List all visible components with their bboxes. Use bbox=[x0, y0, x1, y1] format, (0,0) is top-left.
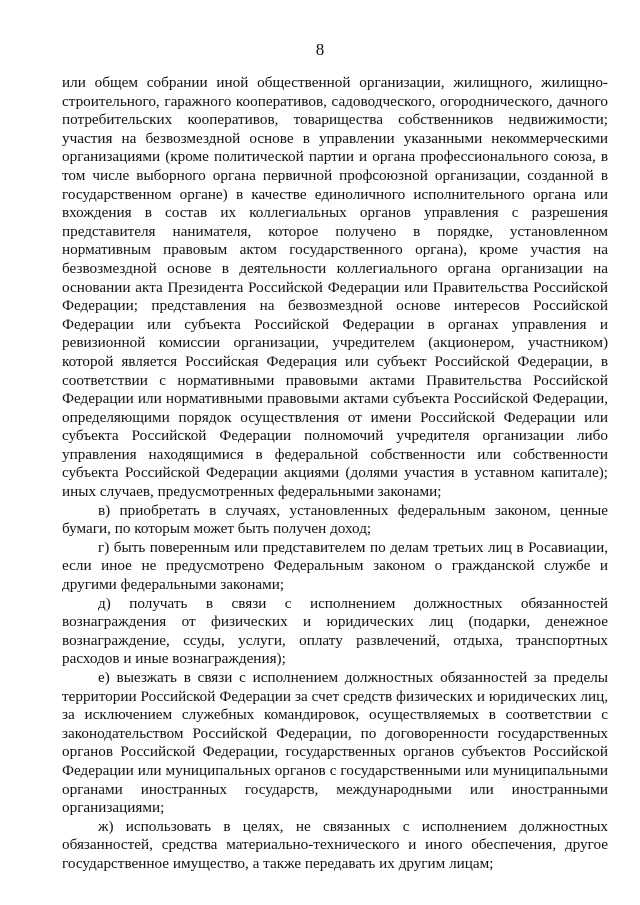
paragraph-item-g: г) быть поверенным или представителем по делам третьих лиц в Росавиации, если иное не предусмотрено Федеральным законом о гражданской службе и другими федеральными законами; bbox=[62, 538, 608, 594]
paragraph-item-e: е) выезжать в связи с исполнением должностных обязанностей за пределы территории Российской Федерации за счет средств физических и юридических лиц, за исключением служебных командировок, осуществляемых в соответствии с законодательством Российской Федерации, по договоренности государственных органов Российской Федерации, государственных органов субъектов Российской Федерации или муниципальных органов с государственными или муниципальными органами иностранных государств, международными или иностранными организациями; bbox=[62, 669, 608, 817]
paragraph-item-v: в) приобретать в случаях, установленных федеральным законом, ценные бумаги, по которым может быть получен доход; bbox=[62, 501, 608, 538]
paragraph-item-zh: ж) использовать в целях, не связанных с исполнением должностных обязанностей, средства материально-технического и иного обеспечения, другое государственное имущество, а также передавать их другим лицам; bbox=[62, 817, 608, 872]
paragraph-item-d: д) получать в связи с исполнением должностных обязанностей вознаграждения от физических и юридических лиц (подарки, денежное вознаграждение, ссуды, услуги, оплату развлечений, отдыха, транспортных расходов и иные вознаграждения); bbox=[62, 594, 608, 668]
document-body bbox=[62, 74, 608, 874]
paragraph-continuation: или общем собрании иной общественной организации, жилищного, жилищно-строительного, гаражного кооперативов, садоводческого, огороднического, дачного потребительских кооперативов, товарищества собственников недвижимости; участия на безвозмездной основе в управлении указанными некоммерческими организациями (кроме политической партии и органа профессионального союза, в том числе выборного органа первичной профсоюзной организации, созданной в государственном органе) в качестве единоличного исполнительного органа или вхождения в состав их коллегиальных органов управления с разрешения представителя нанимателя, которое получено в порядке, установленном нормативным правовым актом государственного органа), кроме участия на безвозмездной основе в деятельности коллегиального органа организации на основании акта Президента Российской Федерации или Правительства Российской Федерации; представления на безвозмездной основе интересов Российской Федерации или субъекта Российской Федерации в органах управления и ревизионной комиссии организации, учредителем (акционером, участником) которой является Российская Федерация или субъект Российской Федерации, в соответствии с нормативными правовыми актами Правительства Российской Федерации или нормативными правовыми актами субъекта Российской Федерации, определяющими порядок осуществления от имени Российской Федерации или субъекта Российской Федерации полномочий учредителя организации либо управления находящимися в федеральной собственности или собственности субъекта Российской Федерации акциями (долями участия в уставном капитале); иных случаев, предусмотренных федеральными законами; bbox=[62, 74, 608, 501]
page-number: 8 bbox=[315, 40, 325, 59]
